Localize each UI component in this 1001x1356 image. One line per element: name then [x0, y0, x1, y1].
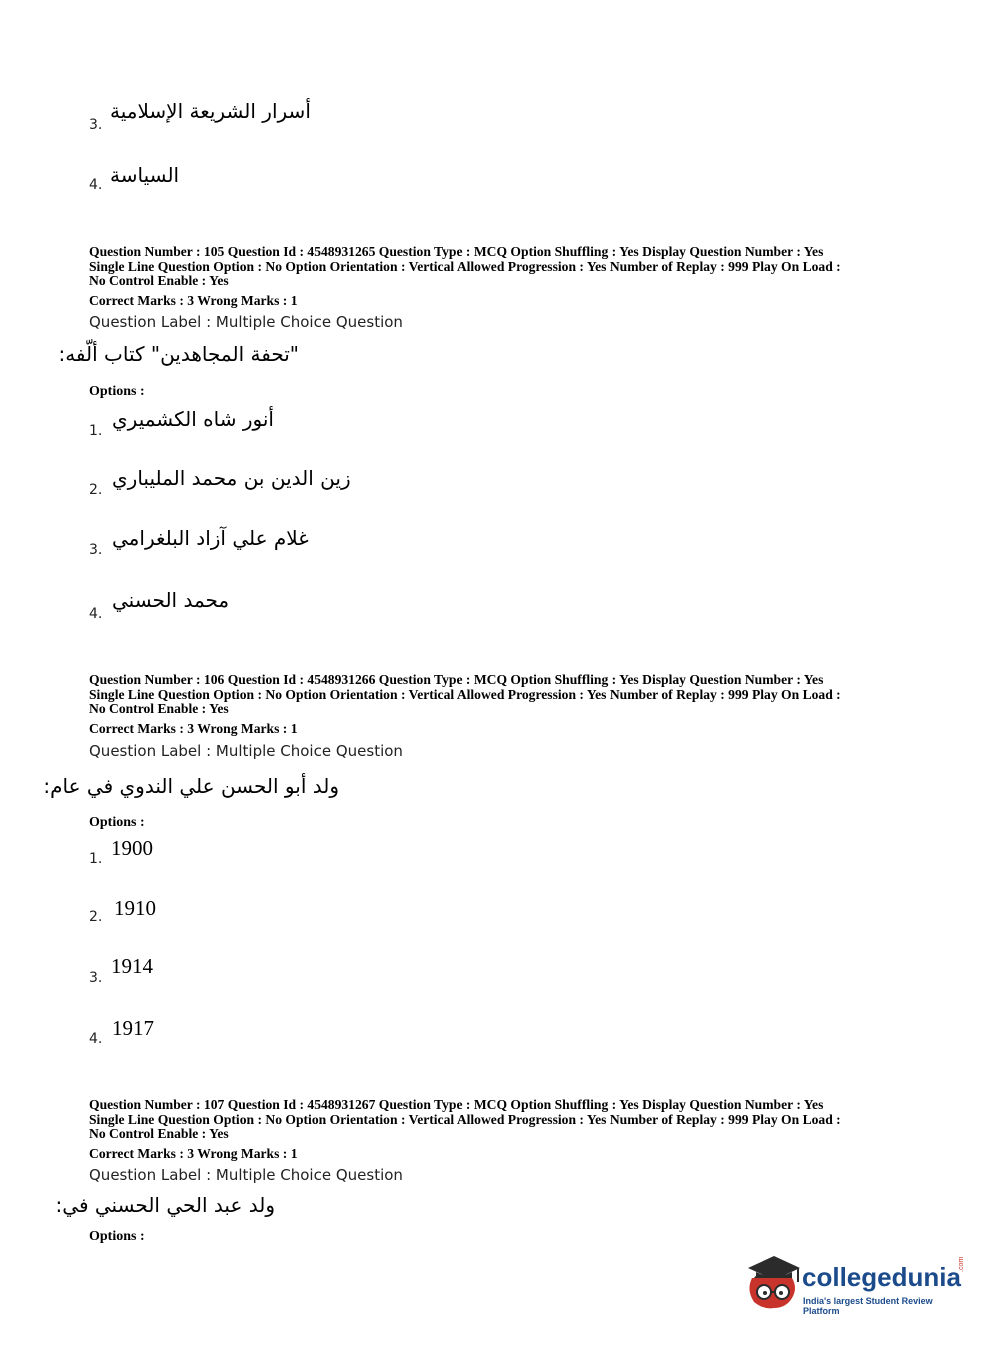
- option-number: 1.: [89, 851, 103, 867]
- question-meta: Question Number : 105 Question Id : 4548931265 Question Type : MCQ Option Shuffling : Yes Display Question Number : Yes Single Line Question Option : No Option Orientation : Vertical Allowed Progression : Yes Number of Replay : 999 Play On Load : No Control Enable : Yes: [89, 244, 841, 288]
- option-text: 1900: [111, 836, 153, 860]
- option-text: 1914: [111, 954, 153, 978]
- question-stem: "تحفة المجاهدين" كتاب ألّفه:: [58, 342, 299, 366]
- question-stem: ولد أبو الحسن علي الندوي في عام:: [43, 774, 339, 798]
- question-label: Question Label : Multiple Choice Question: [89, 742, 403, 760]
- option-text: زين الدين بن محمد المليباري: [112, 466, 351, 490]
- option-number: 3.: [89, 970, 103, 986]
- question-label: Question Label : Multiple Choice Question: [89, 1166, 403, 1184]
- option-text: السياسة: [110, 163, 180, 187]
- question-meta: Question Number : 107 Question Id : 4548931267 Question Type : MCQ Option Shuffling : Yes Display Question Number : Yes Single Line Question Option : No Option Orientation : Vertical Allowed Progression : Yes Number of Replay : 999 Play On Load : No Control Enable : Yes: [89, 1097, 841, 1141]
- option-text: أسرار الشريعة الإسلامية: [110, 99, 311, 123]
- option-number: 2.: [89, 909, 103, 925]
- option-number: 3.: [89, 117, 103, 133]
- logo-name: collegedunia: [802, 1262, 961, 1292]
- option-text: 1910: [114, 896, 156, 920]
- option-text: أنور شاه الكشميري: [112, 407, 274, 431]
- option-number: 1.: [89, 423, 103, 439]
- question-label: Question Label : Multiple Choice Question: [89, 313, 403, 331]
- option-number: 4.: [89, 1031, 103, 1047]
- question-marks: Correct Marks : 3 Wrong Marks : 1: [89, 1146, 298, 1161]
- logo-com: .com: [958, 1256, 965, 1272]
- collegedunia-logo: [742, 1250, 967, 1320]
- question-meta: Question Number : 106 Question Id : 4548931266 Question Type : MCQ Option Shuffling : Yes Display Question Number : Yes Single Line Question Option : No Option Orientation : Vertical Allowed Progression : Yes Number of Replay : 999 Play On Load : No Control Enable : Yes: [89, 672, 841, 716]
- option-number: 4.: [89, 606, 103, 622]
- option-number: 2.: [89, 482, 103, 498]
- logo-tagline: India's largest Student Review Platform: [803, 1296, 933, 1316]
- option-number: 3.: [89, 542, 103, 558]
- options-title: Options :: [89, 1229, 145, 1244]
- option-text: محمد الحسني: [112, 588, 230, 612]
- option-number: 4.: [89, 177, 103, 193]
- option-text: 1917: [112, 1016, 154, 1040]
- option-text: غلام علي آزاد البلغرامي: [112, 526, 309, 550]
- question-marks: Correct Marks : 3 Wrong Marks : 1: [89, 721, 298, 736]
- options-title: Options :: [89, 815, 145, 830]
- mascot-icon: [742, 1250, 802, 1310]
- question-marks: Correct Marks : 3 Wrong Marks : 1: [89, 293, 298, 308]
- options-title: Options :: [89, 384, 145, 399]
- question-stem: ولد عبد الحي الحسني في:: [55, 1193, 275, 1217]
